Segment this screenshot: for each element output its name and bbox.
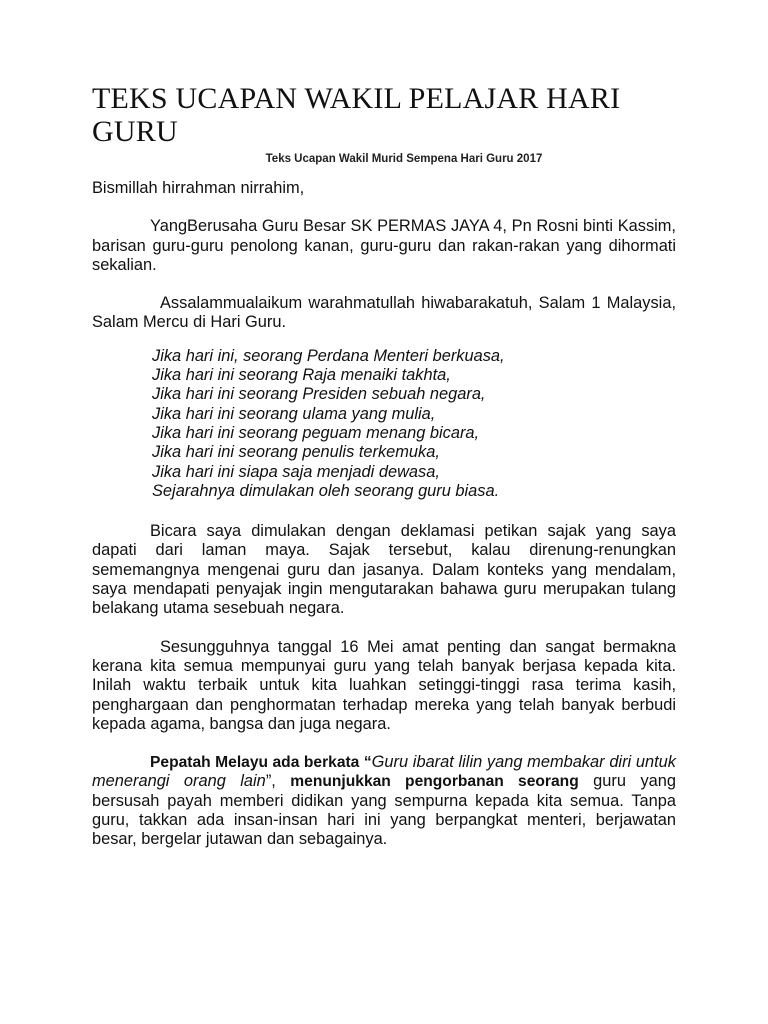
pepatah-quote: Guru ibarat lilin yang membakar diri untuk menerangi orang lain — [92, 753, 676, 791]
document-subtitle: Teks Ucapan Wakil Murid Sempena Hari Guru 2017 — [265, 153, 543, 165]
paragraph-pepatah — [92, 753, 676, 849]
poem-line: Sejarahnya dimulakan oleh seorang guru biasa. — [152, 481, 500, 500]
pepatah-bold-tail: menunjukkan pengorbanan seorang — [290, 773, 579, 791]
spacer — [92, 734, 676, 753]
poem-block — [92, 347, 676, 501]
document-title: TEKS UCAPAN WAKIL PELAJAR HARI GURU — [92, 82, 621, 148]
pepatah-lead: Pepatah Melayu ada berkata “ — [150, 754, 372, 772]
poem-line: Jika hari ini seorang penulis terkemuka, — [152, 443, 440, 462]
paragraph-salutation: YangBerusaha Guru Besar SK PERMAS JAYA 4, Pn Rosni binti Kassim, barisan guru-guru penolong kanan, guru-guru dan rakan-rakan yang dihormati sekalian. — [92, 217, 676, 274]
spacer — [92, 198, 676, 217]
paragraph-16-mei: Sesungguhnya tanggal 16 Mei amat penting dan sangat bermakna kerana kita semua mempunyai guru yang telah banyak berjasa kepada kita. Inilah waktu terbaik untuk kita luahkan setinggi-tinggi rasa terima kasih, penghargaan dan penghormatan terhadap mereka yang telah banyak berbudi kepada agama, bangsa dan juga negara. — [92, 637, 676, 733]
pepatah-close: ”, — [265, 772, 291, 791]
pepatah-rest: guru yang bersusah payah memberi didikan yang sempurna kepada kita semua. Tanpa guru, takkan ada insan-insan hari ini yang berpangkat menteri, berjawatan besar, bergelar jutawan dan sebagainya. — [92, 772, 676, 849]
poem-line: Jika hari ini seorang Presiden sebuah negara, — [152, 385, 486, 404]
poem-line: Jika hari ini seorang ulama yang mulia, — [152, 404, 436, 423]
spacer — [92, 619, 676, 638]
greeting: Bismillah hirrahman nirrahim, — [92, 179, 305, 197]
spacer — [92, 501, 676, 522]
poem-line: Jika hari ini seorang peguam menang bicara, — [152, 423, 480, 442]
paragraph-sajak-intro: Bicara saya dimulakan dengan deklamasi petikan sajak yang saya dapati dari laman maya. Sajak tersebut, kalau direnung-renungkan sememangnya mengenai guru dan jasanya. Dalam konteks yang mendalam, saya mendapati penyajak ingin mengutarakan bahawa guru merupakan tulang belakang utama sesebuah negara. — [92, 522, 676, 618]
document-page — [92, 82, 676, 850]
poem-line: Jika hari ini seorang Raja menaiki takhta, — [152, 366, 451, 385]
spacer — [92, 275, 676, 294]
paragraph-greeting-salam: Assalammualaikum warahmatullah hiwabarakatuh, Salam 1 Malaysia, Salam Mercu di Hari Guru. — [92, 294, 676, 332]
poem-line: Jika hari ini siapa saja menjadi dewasa, — [152, 462, 440, 481]
poem-line: Jika hari ini, seorang Perdana Menteri berkuasa, — [152, 346, 505, 365]
